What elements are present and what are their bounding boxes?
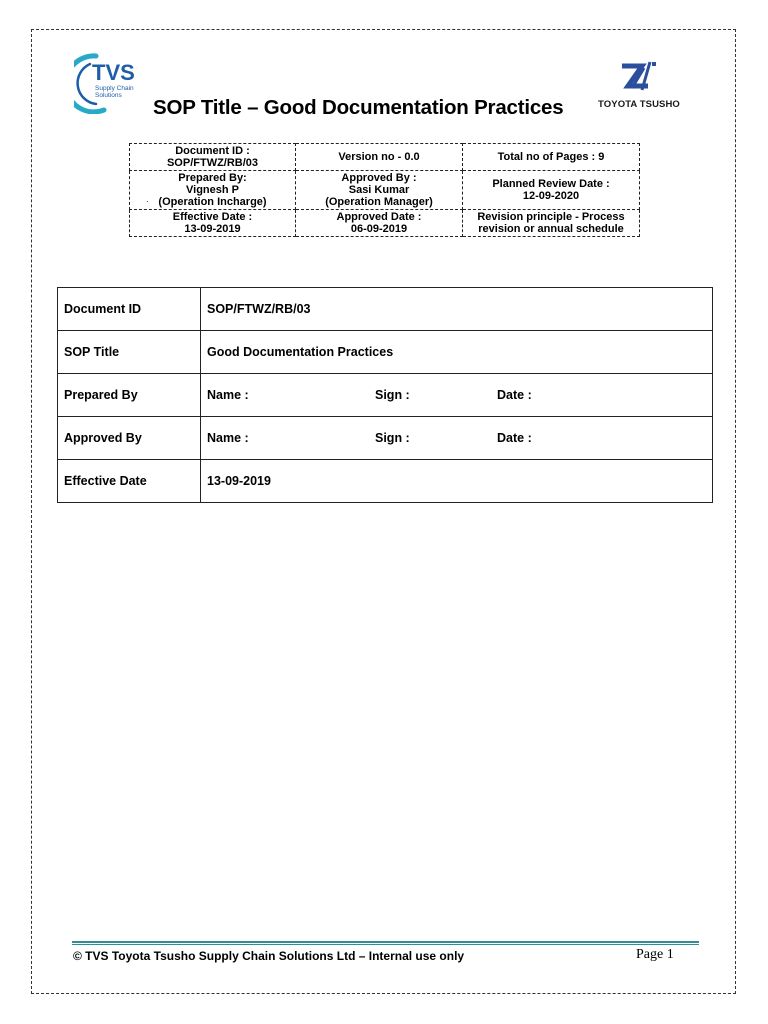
row-label: SOP Title [58,331,201,374]
table-row [58,288,713,331]
footer-copyright: © TVS Toyota Tsusho Supply Chain Solutions Ltd – Internal use only [73,949,465,963]
toyota-tsusho-mark [598,56,680,100]
prepared-by-cell: Prepared By: Vignesh P (Operation Incharge) [130,171,296,210]
name-field-label: Name : [207,431,249,445]
tvs-logo [74,50,154,114]
row-label: Effective Date [58,460,201,503]
document-id-cell: Document ID : SOP/FTWZ/RB/03 [130,144,296,171]
total-pages-cell: Total no of Pages : 9 [463,144,640,171]
approved-by-cell: Approved By : Sasi Kumar (Operation Manager) [296,171,463,210]
row-value: 13-09-2019 [201,460,713,503]
sign-field-label: Sign : [375,431,410,445]
table-row [58,460,713,503]
row-value: Good Documentation Practices [201,331,713,374]
toyota-tsusho-logo [598,56,680,116]
approved-date-cell: Approved Date : 06-09-2019 [296,210,463,237]
signature-fields [201,417,713,460]
toyota-tsusho-name: TOYOTA TSUSHO [598,99,680,110]
page-title: SOP Title – Good Documentation Practices [153,96,564,119]
svg-text:Solutions: Solutions [95,92,122,99]
name-field-label: Name : [207,388,249,402]
svg-text:TVS: TVS [92,60,135,85]
date-field-label: Date : [497,431,532,445]
stray-mark: · [146,197,149,206]
row-label: Approved By [58,417,201,460]
row-value: SOP/FTWZ/RB/03 [201,288,713,331]
date-field-label: Date : [497,388,532,402]
footer-rule-thin [72,944,699,945]
version-cell: Version no - 0.0 [296,144,463,171]
planned-review-cell: Planned Review Date : 12-09-2020 [463,171,640,210]
svg-text:Supply Chain: Supply Chain [95,85,134,92]
sign-field-label: Sign : [375,388,410,402]
footer-rule [72,941,699,943]
table-row [58,417,713,460]
signature-fields [201,374,713,417]
revision-principle-cell: Revision principle - Process revision or annual schedule [463,210,640,237]
table-row [58,374,713,417]
effective-date-cell: Effective Date : 13-09-2019 [130,210,296,237]
page-number: Page 1 [636,947,674,962]
document-info-table [129,143,640,237]
table-row [58,331,713,374]
signoff-table [57,287,713,503]
row-label: Document ID [58,288,201,331]
row-label: Prepared By [58,374,201,417]
